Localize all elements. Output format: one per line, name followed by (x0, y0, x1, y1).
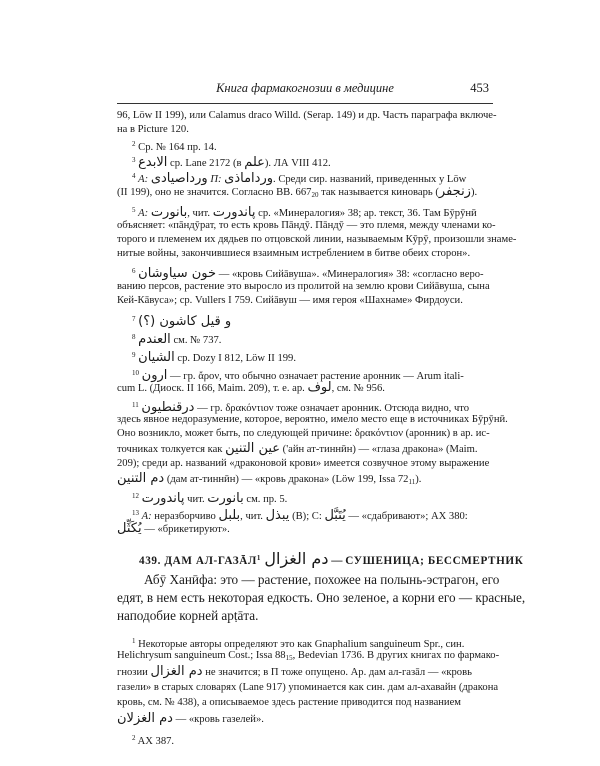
footnote-line: здесь явное недоразумение, которое, вероятно, имело место еще в источниках Бӯрӯнӣ. (117, 414, 508, 425)
article-body-line: наподобие корней арṭāта. (117, 608, 259, 623)
footnote-line: ванию персов, растение это выросло из пролитой на землю крови Сийāвуша, сына (117, 281, 490, 292)
footnote-line: Оно возникло, может быть, по следующей причине: δρακόντιον (аронник) в ар. ис- (117, 428, 490, 439)
footnote-line: 96, Löw II 199), или Calamus draco Willd. (Serap. 149) и др. Часть параграфа включе- (117, 110, 497, 121)
footnote-13: $^{13}$ A: неразборчиво بلبل, чит. يبذل (B); C: يُتَبَّل — «сдабривают»; AX 380: (132, 508, 468, 523)
article-note-line: гнозии دم الغزال не значится; в П тоже опущено. Ар. дам ал-газāл — «кровь (117, 664, 472, 679)
footnote-line: объясняет: «пāндӯрат, то есть кровь Пāндӯ. Пāндӯ — это племя, между членами ко- (117, 220, 496, 231)
page-number: 453 (470, 81, 489, 95)
article-note-line: دم الغزلان — «кровь газелей». (117, 711, 264, 726)
footnote-line: на в Picture 120. (117, 124, 189, 135)
footnote-line: 209); среди ар. названий «драконовой крови» имеется созвучное этому выражение (117, 458, 490, 469)
article-note-line: газели» в старых словарях (Lane 917) упоминается как син. дам ал-ахавайн (дракона (117, 682, 499, 693)
footnote-line: точниках толкуется как عين التنين ('айн ат-тиннӣн) — «глаза дракона» (Maim. (117, 441, 478, 456)
article-note-2: $^2$ AX 387. (132, 734, 175, 747)
footnote-9: $^9$ الشيان ср. Dozy I 812, Löw II 199. (132, 350, 296, 365)
footnote-4: $^4$ A: ورداصيادى П: ورداماذى. Среди сир. названий, приведенных у Löw (132, 171, 467, 186)
footnote-line: нитые войны, закончившиеся взаимным истреблением в битве обеих сторон». (117, 248, 471, 259)
footnote-line: (II 199), оно не значится. Согласно BB. $667_{20}$ так называется киноварь (زنجفر). (117, 184, 478, 199)
running-header (117, 79, 493, 104)
footnote-8: $^8$ العندم см. № 737. (132, 332, 222, 347)
footnote-3: $^3$ الابدع ср. Lane 2172 (в علم). ЛА VIII 412. (132, 155, 331, 170)
article-note-1: $^1$ Некоторые авторы определяют это как Gnaphalium sanguineum Spr., син. (132, 637, 465, 650)
footnote-2: $^2$ Ср. № 164 пр. 14. (132, 140, 217, 153)
footnote-6: $^6$ خون سياوشان — «кровь Сийāвуша». «Минералогия» 38: «согласно веро- (132, 266, 484, 281)
header-title: Книга фармакогнозии в медицине (216, 81, 394, 95)
footnote-12: $^{12}$ پاندورت чит. بانورت см. пр. 5. (132, 491, 288, 506)
footnote-line: دم التنين (дам ат-тиннӣн) — «кровь дракона» (Löw 199, Issa $72_{11}$). (117, 471, 422, 486)
footnote-line: يُكَثِّل — «брикетируют». (117, 521, 230, 536)
article-note-line: Helichrysum sanguineum Cost.; Issa $88_{15}$, Bedevian 1736. В других книгах по фармако- (117, 650, 500, 662)
footnote-11: $^{11}$ درقنطيون — гр. δρακόντιον тоже означает аронник. Отсюда видно, что (132, 400, 470, 415)
footnote-line: cum L. (Диоск. II 166, Maim. 209), т. е. ар. لوف, см. № 956. (117, 380, 385, 395)
footnote-line: торого и племенем их дядьев по отцовской линии, называемым Кӯрӯ, произошли знаме- (117, 234, 517, 245)
article-body-line: Абӯ Ханӣфа: это — растение, похожее на полынь-эстрагон, его (144, 572, 500, 587)
footnote-line: Кей-Кāвуса»; ср. Vullers I 759. Сийāвуш — имя героя «Шахнаме» Фирдоуси. (117, 295, 463, 306)
article-heading: 439. ДАМ АЛ-ГАЗĀЛ$^1$ دم الغزال — СУШЕНИЦА; БЕССМЕРТНИК (139, 549, 524, 568)
footnote-5: $^5$ A: بانورت, чит. پاندورت ср. «Минералогия» 38; ар. текст, 36. Там Бӯрӯнӣ (132, 205, 477, 220)
article-note-line: кровь, см. № 438), а описываемое здесь растение приводится под названием (117, 697, 462, 708)
footnote-10: $^{10}$ ارون — гр. ἄρον, что обычно означает растение аронник — Arum itali- (132, 368, 464, 383)
footnote-7: $^7$ و قيل كاشون (؟) (132, 314, 232, 329)
article-body-line: едят, в нем есть некоторая едкость. Оно зеленое, а корни его — красные, (117, 590, 526, 605)
